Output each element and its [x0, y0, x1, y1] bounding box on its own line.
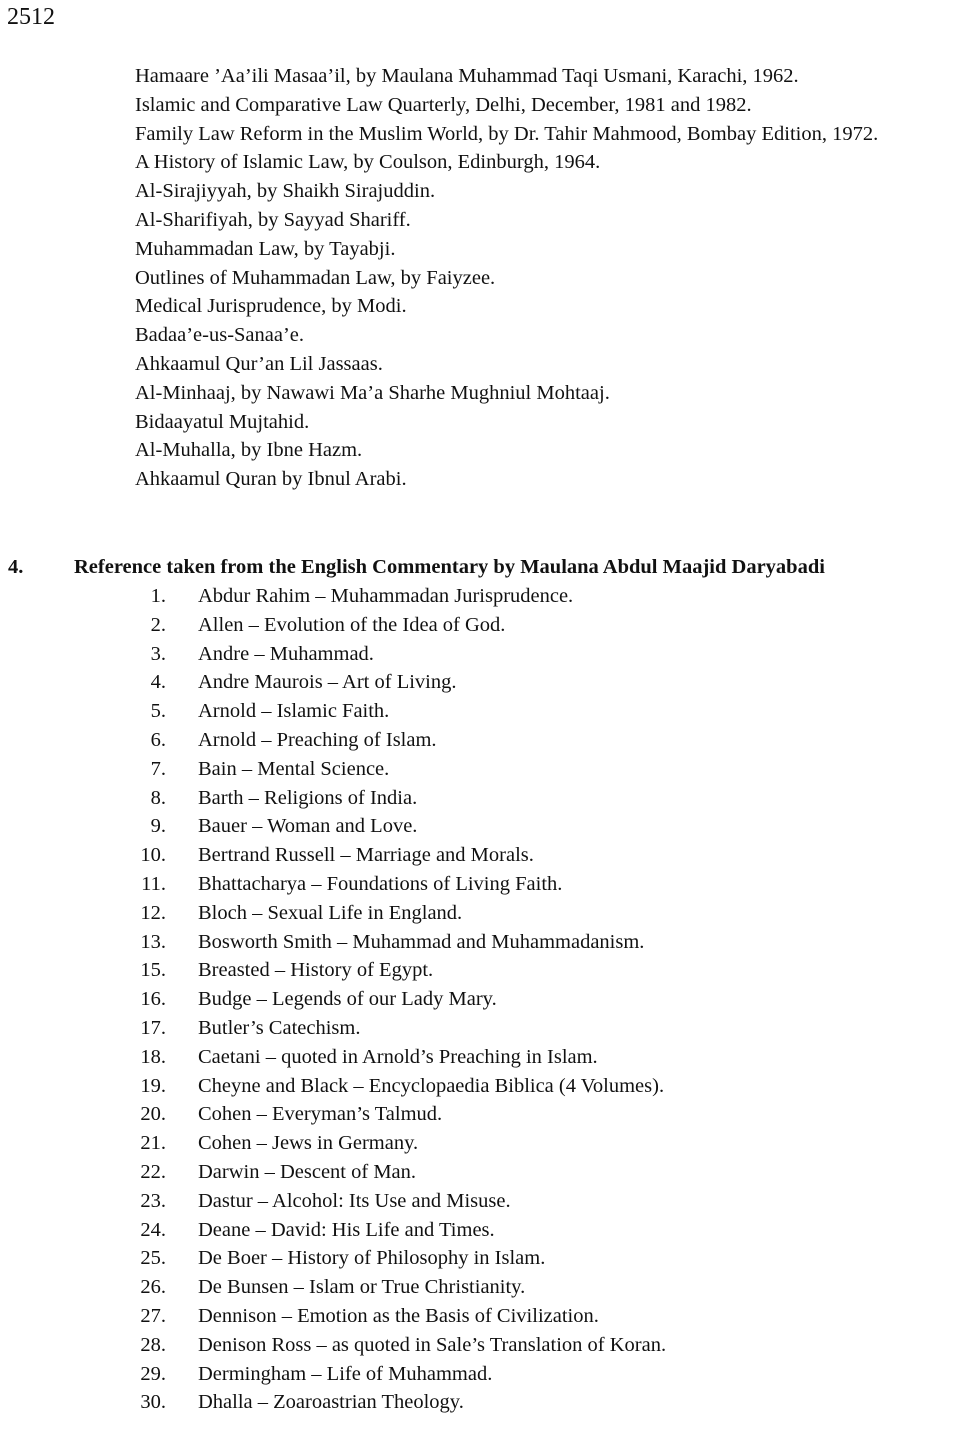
item-number: 29.	[140, 1362, 166, 1385]
item-text: Bloch – Sexual Life in England.	[198, 901, 463, 924]
item-text: Dastur – Alcohol: Its Use and Misuse.	[198, 1189, 511, 1212]
item-text: Dhalla – Zoaroastrian Theology.	[198, 1391, 464, 1414]
item-number: 15.	[140, 959, 166, 982]
bibliography-entry: Al-Sharifiyah, by Sayyad Shariff.	[135, 208, 411, 231]
list-item	[120, 582, 940, 611]
section-heading	[8, 553, 958, 581]
item-number: 18.	[140, 1045, 166, 1068]
item-text: Bhattacharya – Foundations of Living Faith.	[198, 872, 563, 895]
item-number: 2.	[150, 613, 166, 636]
list-item	[120, 1302, 940, 1331]
list-item	[120, 1216, 940, 1245]
list-item	[120, 1100, 940, 1129]
item-number: 4.	[150, 671, 166, 694]
item-number: 24.	[140, 1218, 166, 1241]
list-item	[120, 956, 940, 985]
list-item	[120, 1014, 940, 1043]
item-number: 5.	[150, 700, 166, 723]
item-text: De Boer – History of Philosophy in Islam.	[198, 1247, 546, 1270]
list-item	[120, 1244, 940, 1273]
item-number: 12.	[140, 901, 166, 924]
bibliography-entry: Al-Sirajiyyah, by Shaikh Sirajuddin.	[135, 180, 436, 203]
list-item	[120, 985, 940, 1014]
item-text: Andre – Muhammad.	[198, 642, 374, 665]
list-item	[120, 928, 940, 957]
section-number: 4.	[8, 556, 24, 578]
list-item	[120, 668, 940, 697]
list-item	[120, 640, 940, 669]
item-number: 9.	[150, 815, 166, 838]
item-text: Cohen – Everyman’s Talmud.	[198, 1103, 443, 1126]
item-text: Butler’s Catechism.	[198, 1016, 361, 1039]
item-number: 16.	[140, 988, 166, 1011]
item-number: 17.	[140, 1016, 166, 1039]
bibliography-entry: Family Law Reform in the Muslim World, by Dr. Tahir Mahmood, Bombay Edition, 1972.	[135, 122, 879, 145]
item-number: 10.	[140, 844, 166, 867]
reference-list	[120, 582, 940, 1417]
bibliography-entry: Al-Muhalla, by Ibne Hazm.	[135, 439, 363, 462]
list-item	[120, 1187, 940, 1216]
item-number: 25.	[140, 1247, 166, 1270]
item-text: Dennison – Emotion as the Basis of Civilization.	[198, 1304, 599, 1327]
list-item	[120, 697, 940, 726]
item-number: 13.	[140, 930, 166, 953]
item-text: De Bunsen – Islam or True Christianity.	[198, 1276, 526, 1299]
bibliography-entry: Ahkaamul Quran by Ibnul Arabi.	[135, 468, 407, 491]
item-text: Arnold – Preaching of Islam.	[198, 728, 437, 751]
item-text: Dermingham – Life of Muhammad.	[198, 1362, 493, 1385]
bibliography-entry: Badaa’e-us-Sanaa’e.	[135, 324, 305, 347]
list-item	[120, 812, 940, 841]
item-text: Abdur Rahim – Muhammadan Jurisprudence.	[198, 585, 574, 607]
item-text: Cheyne and Black – Encyclopaedia Biblica (4 Volumes).	[198, 1074, 665, 1097]
list-item	[120, 755, 940, 784]
list-item	[120, 784, 940, 813]
bibliography-entry: Muhammadan Law, by Tayabji.	[135, 237, 396, 260]
bibliography-entry: Al-Minhaaj, by Nawawi Ma’a Sharhe Mughniul Mohtaaj.	[135, 381, 610, 404]
list-item	[120, 1158, 940, 1187]
list-item	[120, 899, 940, 928]
list-item	[120, 1273, 940, 1302]
list-item	[120, 1360, 940, 1389]
bibliography-entry: Hamaare ’Aa’ili Masaa’il, by Maulana Muhammad Taqi Usmani, Karachi, 1962.	[135, 65, 799, 87]
item-text: Budge – Legends of our Lady Mary.	[198, 988, 497, 1011]
item-number: 21.	[140, 1132, 166, 1155]
list-item	[120, 1072, 940, 1101]
list-item	[120, 611, 940, 640]
bibliography-entry: Outlines of Muhammadan Law, by Faiyzee.	[135, 266, 496, 289]
item-text: Bosworth Smith – Muhammad and Muhammadanism.	[198, 930, 645, 953]
item-number: 26.	[140, 1276, 166, 1299]
item-number: 6.	[150, 728, 166, 751]
list-item	[120, 726, 940, 755]
bibliography-entry: Ahkaamul Qur’an Lil Jassaas.	[135, 352, 383, 375]
bibliography-entry: Islamic and Comparative Law Quarterly, Delhi, December, 1981 and 1982.	[135, 93, 752, 116]
item-number: 27.	[140, 1304, 166, 1327]
item-text: Bauer – Woman and Love.	[198, 815, 418, 838]
item-text: Darwin – Descent of Man.	[198, 1160, 417, 1183]
item-number: 8.	[150, 786, 166, 809]
section-title: Reference taken from the English Commentary by Maulana Abdul Maajid Daryabadi	[74, 556, 825, 578]
list-item	[120, 1388, 940, 1417]
item-text: Andre Maurois – Art of Living.	[198, 671, 457, 694]
list-item	[120, 1331, 940, 1360]
item-text: Bain – Mental Science.	[198, 757, 390, 780]
bibliography-list	[135, 62, 955, 494]
item-text: Allen – Evolution of the Idea of God.	[198, 613, 506, 636]
item-text: Denison Ross – as quoted in Sale’s Translation of Koran.	[198, 1333, 667, 1356]
item-number: 3.	[150, 642, 166, 665]
item-text: Arnold – Islamic Faith.	[198, 700, 390, 723]
item-text: Barth – Religions of India.	[198, 786, 418, 809]
list-item	[120, 841, 940, 870]
item-number: 7.	[150, 757, 166, 780]
bibliography-entry: Bidaayatul Mujtahid.	[135, 410, 310, 433]
list-item	[120, 870, 940, 899]
item-number: 20.	[140, 1103, 166, 1126]
item-number: 1.	[150, 585, 166, 607]
item-text: Deane – David: His Life and Times.	[198, 1218, 495, 1241]
item-number: 28.	[140, 1333, 166, 1356]
item-number: 23.	[140, 1189, 166, 1212]
item-number: 22.	[140, 1160, 166, 1183]
item-text: Bertrand Russell – Marriage and Morals.	[198, 844, 534, 867]
list-item	[120, 1129, 940, 1158]
item-text: Caetani – quoted in Arnold’s Preaching in Islam.	[198, 1045, 598, 1068]
item-number: 11.	[141, 872, 166, 895]
bibliography-entry: A History of Islamic Law, by Coulson, Edinburgh, 1964.	[135, 151, 601, 174]
item-number: 19.	[140, 1074, 166, 1097]
list-item	[120, 1043, 940, 1072]
item-number: 30.	[140, 1391, 166, 1414]
item-text: Cohen – Jews in Germany.	[198, 1132, 419, 1155]
bibliography-entry: Medical Jurisprudence, by Modi.	[135, 295, 407, 318]
page-number: 2512	[7, 4, 55, 30]
item-text: Breasted – History of Egypt.	[198, 959, 434, 982]
